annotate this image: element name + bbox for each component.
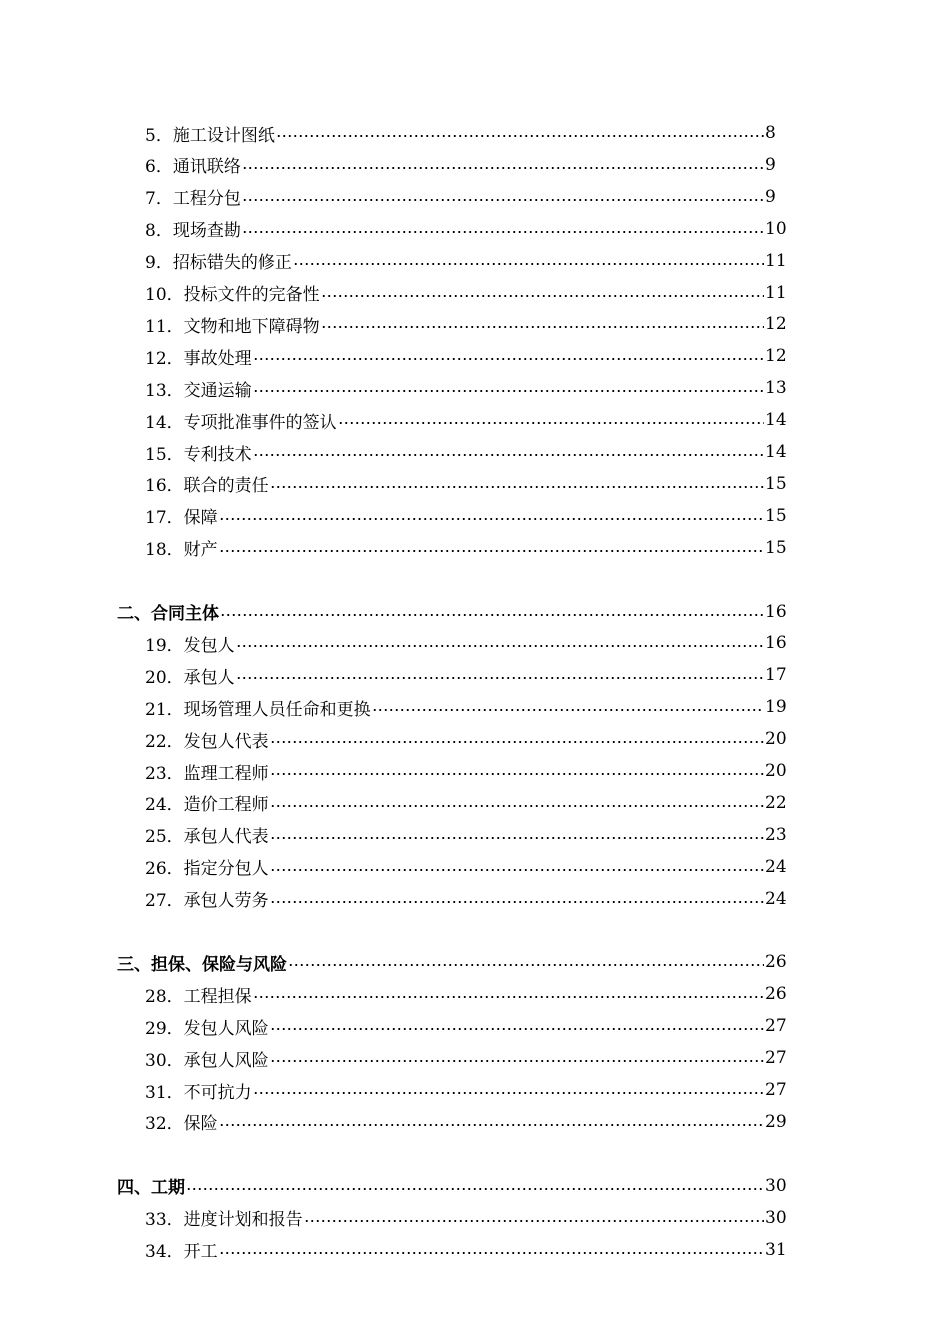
toc-entry[interactable] [0,308,950,340]
toc-page-number: 17 [765,665,787,686]
toc-page-number: 19 [765,697,787,718]
toc-page-number: 16 [765,601,787,622]
toc-entry[interactable] [0,117,950,149]
dot-leader [270,1042,764,1074]
toc-entry-title: 16．联合的责任 [145,476,269,497]
toc-page-number: 23 [765,824,787,845]
toc-entry-title: 15．专利技术 [145,444,252,465]
toc-page-number: 11 [765,250,787,271]
dot-leader [270,883,764,915]
toc-entry-title: 34．开工 [145,1242,218,1262]
toc-page-number: 13 [765,378,787,399]
toc-entry[interactable] [0,819,950,851]
toc-entry[interactable] [0,691,950,723]
toc-entry[interactable] [0,883,950,915]
toc-entry[interactable] [0,500,950,532]
toc-entry-title: 30．承包人风险 [145,1050,269,1071]
toc-entry[interactable] [0,532,950,564]
dot-leader [253,436,764,468]
toc-page-number: 9 [765,154,776,175]
toc-section-entry[interactable] [0,1170,950,1202]
toc-entry-title: 18．财产 [145,540,218,561]
toc-entry[interactable] [0,181,950,213]
toc-page-number: 30 [765,1207,787,1228]
toc-page-number: 24 [765,888,787,909]
toc-page-number: 29 [765,1111,787,1132]
dot-leader [220,596,764,628]
toc-page-number: 31 [765,1239,787,1260]
toc-entry[interactable] [0,978,950,1010]
toc-page-number: 26 [765,984,787,1005]
toc-entry[interactable] [0,659,950,691]
toc-page-number: 12 [765,346,787,367]
dot-leader [288,946,764,978]
dot-leader [270,468,764,500]
toc-entry-title: 5．施工设计图纸 [145,125,275,146]
toc-section-entry[interactable] [0,596,950,628]
dot-leader [219,1106,764,1138]
toc-entry[interactable] [0,1042,950,1074]
toc-entry[interactable] [0,787,950,819]
toc-entry[interactable] [0,1234,950,1266]
dot-leader [253,978,764,1010]
toc-page-number: 14 [765,410,787,431]
toc-page-number: 20 [765,729,787,750]
toc-page-number: 30 [765,1175,787,1196]
dot-leader [253,340,764,372]
toc-entry-title: 11．文物和地下障碍物 [145,316,320,337]
toc-entry[interactable] [0,436,950,468]
dot-leader [321,308,764,340]
toc-entry[interactable] [0,1106,950,1138]
toc-entry-title: 20．承包人 [145,667,235,688]
toc-entry[interactable] [0,277,950,309]
toc-entry-title: 24．造价工程师 [145,795,269,816]
toc-entry-title: 19．发包人 [145,635,235,656]
toc-page-number: 27 [765,1080,787,1100]
toc-page-number: 10 [765,218,787,239]
toc-entry-title: 25．承包人代表 [145,827,269,848]
toc-page-number: 12 [765,314,787,335]
toc-page-number: 26 [765,952,787,973]
toc-entry-title: 四、工期 [117,1178,185,1199]
toc-entry-title: 17．保障 [145,508,218,529]
toc-entry-title: 32．保险 [145,1114,218,1135]
toc-entry-title: 33．进度计划和报告 [145,1210,303,1231]
dot-leader [276,117,764,149]
dot-leader [253,1074,764,1106]
dot-leader [219,500,764,532]
toc-entry[interactable] [0,213,950,245]
toc-page-number: 14 [765,442,787,462]
toc-entry-title: 28．工程担保 [145,986,252,1007]
dot-leader [236,627,764,659]
toc-entry-title: 二、合同主体 [117,604,219,624]
toc-page-number: 15 [765,473,787,494]
toc-page-number: 20 [765,761,787,781]
dot-leader [236,659,764,691]
dot-leader [270,787,764,819]
toc-entry[interactable] [0,755,950,787]
toc-entry-title: 7．工程分包 [145,189,241,210]
dot-leader [304,1202,764,1234]
toc-page-number: 27 [765,1048,787,1069]
dot-leader [270,755,764,787]
dot-leader [270,851,764,883]
toc-page-number: 15 [765,505,787,526]
dot-leader [270,723,764,755]
dot-leader [253,372,764,404]
toc-entry-title: 6．通讯联络 [145,157,241,178]
toc-page-number: 27 [765,1016,787,1037]
dot-leader [321,277,764,309]
toc-entry-title: 14．专项批准事件的签认 [145,412,337,433]
toc-entry-title: 29．发包人风险 [145,1018,269,1039]
dot-leader [338,404,764,436]
toc-entry-title: 12．事故处理 [145,348,252,369]
toc-entry[interactable] [0,245,950,277]
toc-entry-title: 23．监理工程师 [145,763,269,784]
toc-entry[interactable] [0,723,950,755]
dot-leader [242,213,764,245]
toc-entry[interactable] [0,404,950,436]
dot-leader [293,245,764,277]
toc-entry-title: 27．承包人劳务 [145,891,269,912]
toc-entry[interactable] [0,1074,950,1106]
toc-entry[interactable] [0,627,950,659]
dot-leader [270,819,764,851]
toc-entry[interactable] [0,1202,950,1234]
toc-entry-title: 三、担保、保险与风险 [117,954,287,975]
dot-leader [219,532,764,564]
toc-entry-title: 10．投标文件的完备性 [145,285,320,305]
toc-page-number: 16 [765,633,787,654]
dot-leader [242,149,764,181]
toc-entry-title: 26．指定分包人 [145,859,269,880]
toc-page-number: 11 [765,282,787,303]
toc-section-entry[interactable] [0,946,950,978]
toc-entry[interactable] [0,372,950,404]
dot-leader [372,691,764,723]
toc-entry-title: 31．不可抗力 [145,1082,252,1103]
toc-page-number: 15 [765,537,787,558]
toc-entry-title: 9．招标错失的修正 [145,253,292,274]
toc-entry[interactable] [0,851,950,883]
toc-page-number: 24 [765,856,787,877]
dot-leader [270,1010,764,1042]
toc-page-number: 22 [765,792,787,813]
toc-entry[interactable] [0,340,950,372]
dot-leader [186,1170,764,1202]
toc-entry-title: 22．发包人代表 [145,731,269,752]
toc-entry[interactable] [0,149,950,181]
dot-leader [219,1234,764,1266]
dot-leader [242,181,764,213]
toc-entry-title: 13．交通运输 [145,380,252,401]
toc-entry[interactable] [0,468,950,500]
toc-entry-title: 21．现场管理人员任命和更换 [145,699,371,720]
toc-page-number: 9 [765,186,776,207]
toc-page-number: 8 [765,123,776,143]
toc-entry-title: 8．现场查勘 [145,221,241,242]
toc-entry[interactable] [0,1010,950,1042]
